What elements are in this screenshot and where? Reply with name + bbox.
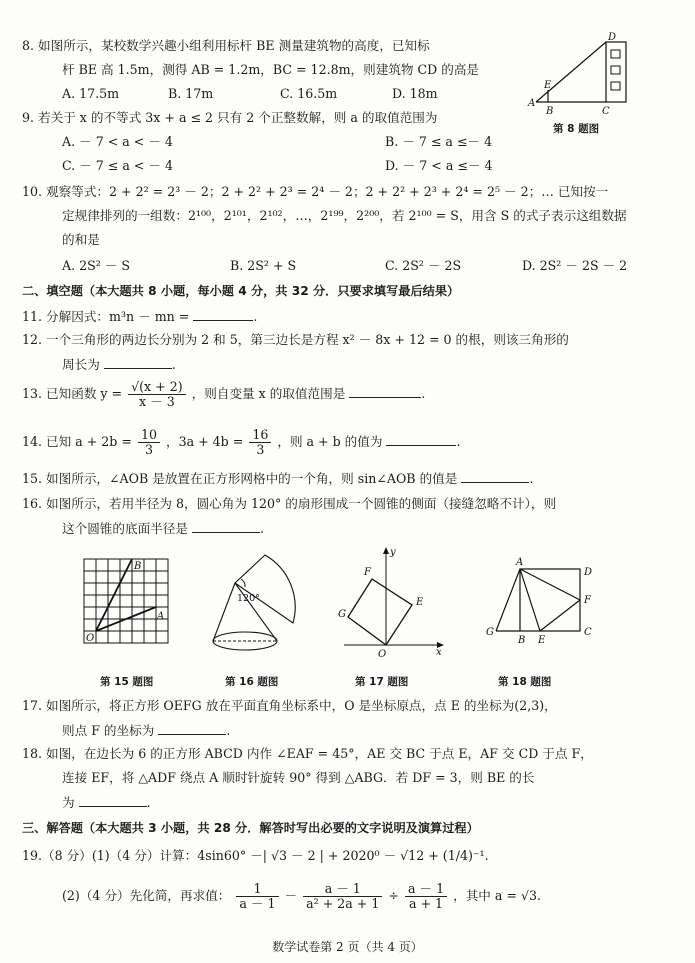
figure-8 (524, 32, 636, 122)
svg-text:C: C (584, 627, 592, 638)
q10-option-c: C. 2S² － 2S (385, 258, 462, 273)
svg-text:A: A (516, 557, 524, 568)
q10-line3: 的和是 (62, 232, 100, 247)
q14: 14. 已知 a + 2b = $\frac{10}{3}$ ，3a + 4b = $\frac{16}{3}$ ，则 a + b 的值为 . (22, 427, 461, 457)
q11-text: 11. 分解因式：m³n － mn = (22, 309, 190, 324)
q17-line1: 17. 如图所示，将正方形 OEFG 放在平面直角坐标系中，O 是坐标原点，点 E 的坐标为(2,3)， (22, 698, 557, 713)
q10-line1: 10. 观察等式：2 + 2² = 2³ － 2；2 + 2² + 2³ = 2⁴ － 2；2 + 2² + 2³ + 2⁴ = 2⁵ － 2；… 已知按一 (22, 184, 609, 199)
fig16-caption: 第 16 题图 (225, 676, 279, 688)
figure-18 (478, 555, 603, 645)
q18-line3: 为 . (62, 795, 151, 810)
svg-text:E: E (416, 597, 424, 608)
q9-option-b: B. － 7 ≤ a ≤－ 4 (385, 134, 493, 149)
q19-part1: 19.（8 分）(1)（4 分）计算：4sin60° －| √3 － 2 | + 2020⁰ － √12 + (1/4)⁻¹. (22, 848, 489, 863)
figure-15 (78, 555, 178, 650)
svg-text:G: G (338, 609, 346, 620)
section2-heading: 二、填空题（本大题共 8 小题，每小题 4 分，共 32 分．只要求填写最后结果） (22, 284, 460, 298)
q11-answer-blank[interactable] (193, 308, 253, 321)
svg-text:B: B (518, 635, 526, 645)
figure-17 (334, 545, 444, 660)
q19-fraction-2: $\frac{a - 1}{\text{a² + 2a + 1}}$ (303, 882, 382, 911)
q16-line1: 16. 如图所示，若用半径为 8，圆心角为 120° 的扇形围成一个圆锥的侧面（接缝忽略不计），则 (22, 496, 557, 511)
q12-line1: 12. 一个三角形的两边长分别为 2 和 5，第三边长是方程 x² － 8x + 12 = 0 的根，则该三角形的 (22, 332, 569, 347)
q18-line2: 连接 EF，将 △ADF 绕点 A 顺时针旋转 90° 得到 △ABG．若 DF = 3，则 BE 的长 (62, 770, 535, 785)
page-footer: 数学试卷第 2 页（共 4 页） (272, 940, 423, 954)
q8-line1: 8. 如图所示，某校数学兴趣小组利用标杆 BE 测量建筑物的高度，已知标 (22, 38, 430, 53)
q10-option-a: A. 2S² － S (62, 258, 131, 273)
q11: 11. 分解因式：m³n － mn = . (22, 309, 258, 324)
svg-text:A: A (157, 611, 165, 622)
svg-text:B: B (134, 561, 142, 572)
q10-option-b: B. 2S² + S (230, 258, 297, 273)
q9-line1: 9. 若关于 x 的不等式 3x + a ≤ 2 只有 2 个正整数解，则 a 的取值范围为 (22, 110, 438, 125)
q14-answer-blank[interactable] (386, 433, 456, 446)
svg-text:O: O (378, 649, 387, 660)
fig16-angle-label: 120° (237, 593, 260, 604)
fig8-label-e: E (544, 80, 552, 91)
fig8-label-a: A (528, 98, 536, 109)
q9-option-a: A. － 7 < a < － 4 (62, 134, 173, 149)
fig8-label-c: C (602, 106, 610, 117)
svg-text:G: G (486, 627, 494, 638)
q8-option-d: D. 18m (392, 86, 438, 101)
q16-line2: 这个圆锥的底面半径是 . (62, 521, 264, 536)
svg-text:O: O (86, 633, 95, 644)
q19-fraction-3: $\frac{a - 1}{a + 1}$ (405, 882, 447, 911)
q10-line2: 定规律排列的一组数：2¹⁰⁰，2¹⁰¹，2¹⁰²，…，2¹⁹⁹，2²⁰⁰，若 2¹⁰⁰ = S，用含 S 的式子表示这组数据 (62, 208, 627, 223)
fig8-caption: 第 8 题图 (553, 123, 600, 135)
fig18-caption: 第 18 题图 (498, 676, 552, 688)
figure-16 (205, 553, 305, 663)
q18-answer-blank[interactable] (79, 794, 147, 807)
fig17-caption: 第 17 题图 (355, 676, 409, 688)
svg-text:D: D (584, 567, 593, 578)
svg-text:E: E (538, 635, 546, 645)
svg-text:y: y (390, 547, 396, 558)
q13-fraction: $\frac{√(x + 2)}{x - 3}$ (128, 380, 186, 409)
q9-option-c: C. － 7 ≤ a < － 4 (62, 158, 174, 173)
q13-answer-blank[interactable] (349, 385, 421, 398)
q8-option-a: A. 17.5m (62, 86, 120, 101)
q8-option-c: C. 16.5m (280, 86, 338, 101)
q17-answer-blank[interactable] (158, 722, 226, 735)
q15-answer-blank[interactable] (461, 470, 529, 483)
q18-line1: 18. 如图，在边长为 6 的正方形 ABCD 内作 ∠EAF = 45°，AE 交 BC 于点 E，AF 交 CD 于点 F， (22, 746, 593, 761)
q9-option-d: D. － 7 < a ≤－ 4 (385, 158, 493, 173)
q14-fraction-1: $\frac{10}{3}$ (138, 428, 160, 457)
q10-option-d: D. 2S² － 2S － 2 (522, 258, 628, 273)
fig15-caption: 第 15 题图 (100, 676, 154, 688)
q19-fraction-1: $\frac{1}{a - 1}$ (236, 882, 278, 911)
section3-heading: 三、解答题（本大题共 3 小题，共 28 分．解答时写出必要的文字说明及演算过程） (22, 821, 479, 835)
q19-part2: (2)（4 分）先化简，再求值： $\frac{1}{a - 1}$ － $\frac{a - 1}{\text{a² + 2a + 1}}$ ÷ $\frac{a - 1}{a + 1}$ ，其中 a = √3. (62, 881, 542, 911)
svg-text:F: F (584, 595, 591, 606)
fig8-label-b: B (546, 106, 554, 117)
q13: 13. 已知函数 y = $\frac{√(x + 2)}{x - 3}$ ，则自变量 x 的取值范围是 . (22, 379, 426, 409)
q12-line2: 周长为 . (62, 357, 176, 372)
fig8-label-d: D (608, 32, 617, 43)
svg-text:x: x (436, 647, 442, 658)
q14-fraction-2: $\frac{16}{3}$ (249, 428, 271, 457)
svg-text:F: F (364, 567, 371, 578)
q16-answer-blank[interactable] (192, 520, 260, 533)
q8-line2: 杆 BE 高 1.5m，测得 AB = 1.2m，BC = 12.8m，则建筑物 CD 的高是 (62, 62, 480, 77)
q12-answer-blank[interactable] (104, 356, 172, 369)
q8-option-b: B. 17m (168, 86, 214, 101)
q17-line2: 则点 F 的坐标为 . (62, 723, 231, 738)
q15: 15. 如图所示，∠AOB 是放置在正方形网格中的一个角，则 sin∠AOB 的值是 . (22, 471, 534, 486)
